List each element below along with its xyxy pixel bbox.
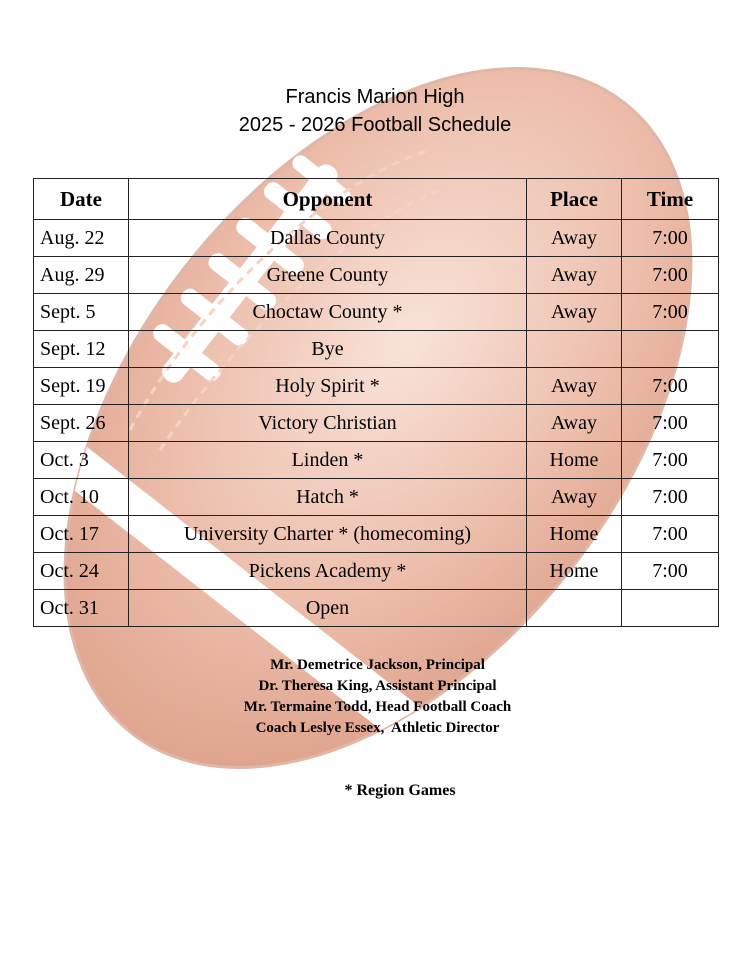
- game-time: 7:00: [622, 368, 719, 405]
- staff-principal: Mr. Demetrice Jackson, Principal: [270, 657, 485, 673]
- game-date: Oct. 17: [34, 516, 129, 553]
- game-date: Oct. 31: [34, 590, 129, 627]
- game-date: Sept. 26: [34, 405, 129, 442]
- game-time: 7:00: [622, 442, 719, 479]
- header-place: Place: [527, 179, 622, 220]
- game-place: Home: [527, 516, 622, 553]
- table-row: [34, 368, 719, 405]
- school-name: Francis Marion High: [285, 86, 465, 108]
- staff-assistant-principal: Dr. Theresa King, Assistant Principal: [258, 678, 497, 694]
- region-games-note: * Region Games: [344, 782, 456, 799]
- table-row: [34, 479, 719, 516]
- game-opponent: Hatch *: [129, 479, 527, 516]
- game-opponent: Greene County: [129, 257, 527, 294]
- game-date: Oct. 10: [34, 479, 129, 516]
- game-opponent: Pickens Academy *: [129, 553, 527, 590]
- game-date: Sept. 5: [34, 294, 129, 331]
- schedule-table: [33, 178, 719, 627]
- game-time: 7:00: [622, 294, 719, 331]
- game-date: Sept. 12: [34, 331, 129, 368]
- game-opponent: Victory Christian: [129, 405, 527, 442]
- staff-list: [0, 655, 750, 739]
- game-opponent: Linden *: [129, 442, 527, 479]
- game-time: 7:00: [622, 220, 719, 257]
- schedule-title: 2025 - 2026 Football Schedule: [238, 114, 512, 136]
- table-row: [34, 294, 719, 331]
- game-opponent: Open: [129, 590, 527, 627]
- table-row: [34, 553, 719, 590]
- game-time: [622, 331, 719, 368]
- game-opponent: University Charter * (homecoming): [129, 516, 527, 553]
- table-row: [34, 220, 719, 257]
- game-date: Aug. 22: [34, 220, 129, 257]
- header-row: [34, 179, 719, 220]
- game-time: 7:00: [622, 516, 719, 553]
- game-opponent: Bye: [129, 331, 527, 368]
- game-place: Away: [527, 405, 622, 442]
- table-row: [34, 405, 719, 442]
- staff-head-coach: Mr. Termaine Todd, Head Football Coach: [243, 699, 512, 715]
- game-time: [622, 590, 719, 627]
- table-row: [34, 257, 719, 294]
- header-date: Date: [34, 179, 129, 220]
- game-date: Oct. 3: [34, 442, 129, 479]
- game-date: Oct. 24: [34, 553, 129, 590]
- staff-athletic-director: Coach Leslye Essex, Athletic Director: [255, 720, 500, 736]
- game-place: Away: [527, 220, 622, 257]
- game-opponent: Choctaw County *: [129, 294, 527, 331]
- game-time: 7:00: [622, 405, 719, 442]
- game-date: Sept. 19: [34, 368, 129, 405]
- game-place: Home: [527, 442, 622, 479]
- game-place: Away: [527, 294, 622, 331]
- table-row: [34, 442, 719, 479]
- table-row: [34, 331, 719, 368]
- game-place: Away: [527, 257, 622, 294]
- table-row: [34, 590, 719, 627]
- game-opponent: Holy Spirit *: [129, 368, 527, 405]
- table-row: [34, 516, 719, 553]
- header-opponent: Opponent: [129, 179, 527, 220]
- game-time: 7:00: [622, 257, 719, 294]
- game-place: Away: [527, 368, 622, 405]
- game-time: 7:00: [622, 553, 719, 590]
- game-place: [527, 590, 622, 627]
- game-opponent: Dallas County: [129, 220, 527, 257]
- game-place: Away: [527, 479, 622, 516]
- game-place: Home: [527, 553, 622, 590]
- game-date: Aug. 29: [34, 257, 129, 294]
- title-block: [0, 83, 750, 139]
- game-place: [527, 331, 622, 368]
- game-time: 7:00: [622, 479, 719, 516]
- header-time: Time: [622, 179, 719, 220]
